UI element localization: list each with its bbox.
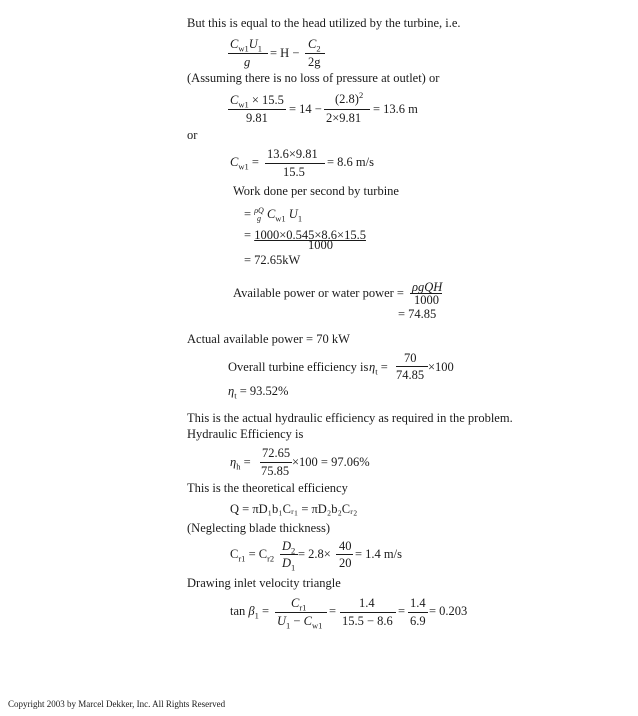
neglect-text: (Neglecting blade thickness) [187, 521, 331, 535]
tan-fraction-bar-1 [275, 612, 327, 613]
inlet-text: Drawing inlet velocity triangle [187, 576, 341, 590]
cr1-num: 40 [339, 539, 352, 553]
eta-h-lhs: $\eta_h$ = [230, 455, 251, 472]
cr1-d1: $D_1$ [282, 556, 296, 573]
tan-eq2: = [329, 604, 337, 618]
text-line-head-utilized: But this is equal to the head utilized by the turbine, i.e. [187, 16, 461, 30]
work-den: 1000 [308, 238, 333, 252]
hyd-num: 72.65 [262, 446, 291, 460]
theoretical-text: This is the theoretical efficiency [187, 481, 348, 495]
cr1-fraction-bar [280, 554, 298, 555]
work-title: Work done per second by turbine [233, 184, 399, 198]
eta-t-result: $\eta_t = 93.52\%$ [228, 384, 289, 401]
eq2-den1: 9.81 [246, 111, 268, 125]
cr1-den: 20 [339, 556, 352, 570]
cr1-mid: = 2.8× [298, 547, 331, 561]
eq3-lhs: $C_{w1}$ = [230, 155, 259, 172]
work-result: = 72.65kW [244, 253, 301, 267]
eq1-denominator: g [244, 55, 251, 69]
hyd-result: ×100 = 97.06% [292, 455, 370, 469]
tan-fraction-bar-3 [408, 612, 428, 613]
eq2-num2: $(2.8)^2$ [335, 89, 364, 106]
tan-num1: $C_{r1}$ [291, 596, 307, 613]
text-line-no-loss: (Assuming there is no loss of pressure at outlet) or [187, 71, 440, 85]
work-eq-line2: = 1000×0.545×8.6×15.5 [244, 228, 366, 242]
copyright-notice: Copyright 2003 by Marcel Dekker, Inc. All Rights Reserved [8, 699, 226, 709]
eq1-fraction-bar [228, 53, 268, 54]
eq2-den2: 2×9.81 [326, 111, 362, 125]
eq2-fraction-bar [228, 109, 286, 110]
tan-den2: 15.5 − 8.6 [342, 614, 393, 628]
cr1-fraction-bar-2 [336, 554, 353, 555]
overall-label: Overall turbine efficiency is [228, 360, 369, 374]
cr1-d2: $D_2$ [282, 539, 296, 556]
tan-lhs: $\tan \beta_1$ = [230, 604, 270, 621]
eq3-fraction-bar [265, 163, 325, 164]
avail-label: Available power or water power = [233, 286, 404, 300]
tan-eq3: = [398, 604, 406, 618]
eq2-result: = 13.6 m [373, 102, 418, 116]
eta-t-symbol: $\eta_t$ = [369, 360, 388, 377]
eq1-fraction-bar-2 [305, 53, 325, 54]
tan-result: = 0.203 [429, 604, 468, 618]
tan-num2: 1.4 [359, 596, 375, 610]
cr1-result: = 1.4 m/s [355, 547, 402, 561]
actual-power: Actual available power = 70 kW [187, 332, 350, 346]
avail-denominator: 1000 [414, 293, 439, 307]
eq1-rhs: = H − [270, 46, 300, 60]
cr1-lhs: $C_{r1} = C_{r2}$ [230, 547, 275, 564]
eq3-numerator: 13.6×9.81 [267, 147, 318, 161]
tan-den1: $U_1 - C_{w1}$ [277, 614, 323, 631]
overall-mult: ×100 [428, 360, 454, 374]
tan-fraction-bar-2 [340, 612, 396, 613]
work-eq-line1: = ρQ g $C_{w1}$ $U_1$ [244, 206, 303, 224]
overall-num: 70 [404, 351, 417, 365]
eq3-denominator: 15.5 [283, 165, 305, 179]
eq3-result: = 8.6 m/s [327, 155, 374, 169]
actual-hydraulic-text: This is the actual hydraulic efficiency as required in the problem. [187, 411, 513, 425]
eq2-numerator: $C_{w1} \times 15.5$ [230, 93, 284, 110]
eq1-c2: $C_2$ [308, 37, 321, 54]
text-or: or [187, 128, 198, 142]
avail-result: = 74.85 [398, 307, 437, 321]
hydraulic-label: Hydraulic Efficiency is [187, 427, 304, 441]
eq2-mid: = 14 − [289, 102, 322, 116]
q-equation: Q = πD₁b₁Cᵣ₁ = πD₂b₂Cᵣ₂ [230, 502, 358, 516]
eq1-numerator: $C_{w1}U_1$ [230, 37, 263, 54]
hyd-fraction-bar [260, 462, 292, 463]
avail-numerator: ρgQH [412, 280, 443, 294]
overall-fraction-bar [396, 366, 428, 367]
tan-num3: 1.4 [410, 596, 426, 610]
eq1-2g: 2g [308, 55, 321, 69]
eq2-fraction-bar-2 [324, 109, 370, 110]
tan-den3: 6.9 [410, 614, 426, 628]
overall-den: 74.85 [396, 368, 425, 382]
hyd-den: 75.85 [261, 464, 290, 478]
